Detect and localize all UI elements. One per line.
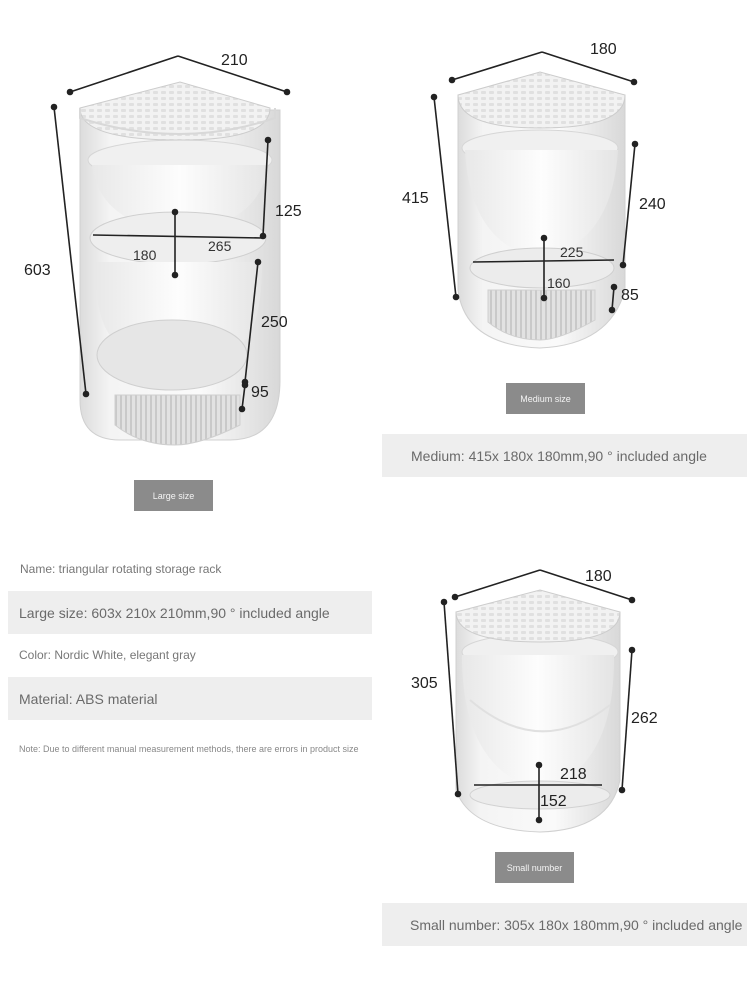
material-spec: Material: ABS material [8, 677, 372, 720]
medium-rack-illustration [458, 72, 625, 348]
medium-tier-label: 240 [639, 196, 666, 213]
medium-size-tag: Medium size [506, 383, 585, 414]
small-rack-illustration [456, 590, 620, 832]
medium-diameter-label: 225 [560, 244, 584, 260]
large-height-label: 603 [24, 262, 51, 279]
large-lower-label: 250 [261, 314, 288, 331]
large-depth-label: 180 [133, 247, 157, 263]
large-size-spec: Large size: 603x 210x 210mm,90 ° included angle [8, 591, 372, 634]
medium-caption: Medium: 415x 180x 180mm,90 ° included angle [382, 434, 747, 477]
measurement-note: Note: Due to different manual measurement methods, there are errors in product size [19, 744, 359, 754]
small-size-tag: Small number [495, 852, 574, 883]
large-size-tag: Large size [134, 480, 213, 511]
small-diameter-label: 218 [560, 766, 587, 783]
large-base-label: 95 [251, 384, 269, 401]
medium-base-label: 85 [621, 287, 639, 304]
small-width-label: 180 [585, 568, 612, 585]
small-caption: Small number: 305x 180x 180mm,90 ° included angle [382, 903, 747, 946]
small-depth-label: 152 [540, 793, 567, 810]
small-height-label: 305 [411, 675, 438, 692]
large-tier-label: 125 [275, 203, 302, 220]
large-rack-illustration [80, 82, 280, 445]
medium-width-label: 180 [590, 41, 617, 58]
product-name: Name: triangular rotating storage rack [20, 562, 222, 576]
large-width-label: 210 [221, 52, 248, 69]
small-tier-label: 262 [631, 710, 658, 727]
medium-depth-label: 160 [547, 275, 571, 291]
medium-height-label: 415 [402, 190, 429, 207]
color-spec: Color: Nordic White, elegant gray [19, 648, 196, 662]
large-diameter-label: 265 [208, 238, 232, 254]
